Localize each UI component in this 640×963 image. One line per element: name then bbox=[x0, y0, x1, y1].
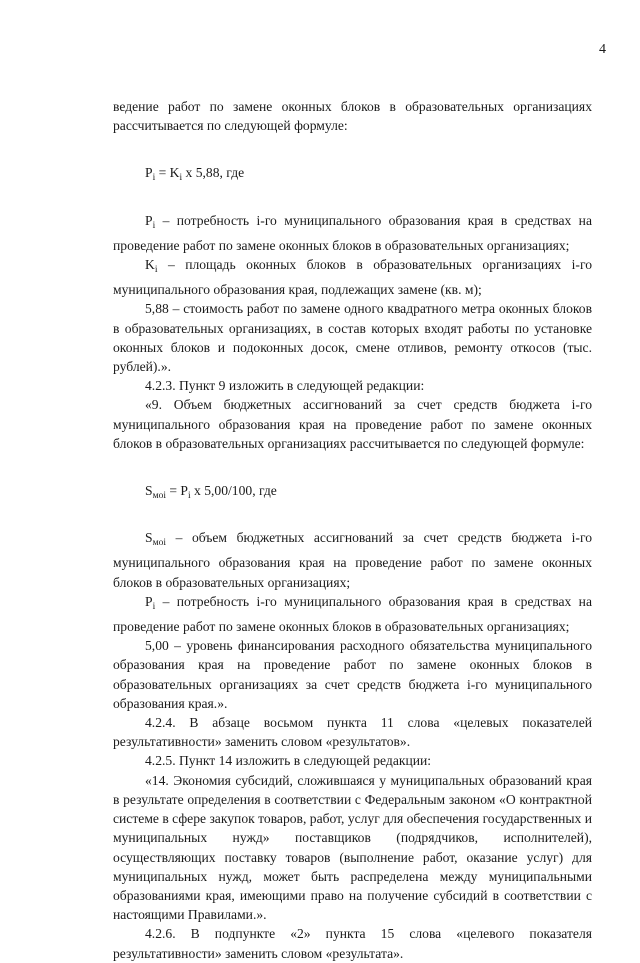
definition-588: 5,88 – стоимость работ по замене одного квадратного метра оконных блоков в образовательных организациях, в состав которых входят работы по установке оконных блоков и подоконных досок, смене отливов, ремонту откосов (тыс. рублей).». bbox=[113, 301, 592, 375]
definition-500: 5,00 – уровень финансирования расходного обязательства муниципального образования края на проведение работ по замене оконных блоков в образовательных организациях за счет средств бюджета i-го муниципального образования края.». bbox=[113, 638, 592, 711]
paragraph-9: «9. Объем бюджетных ассигнований за счет средств бюджета i-го муниципального образования края на проведение работ по замене оконных блоков в образовательных организациях рассчитывается по следующей формуле: bbox=[113, 397, 592, 451]
item-4-2-3: 4.2.3. Пункт 9 изложить в следующей редакции: bbox=[145, 378, 425, 394]
item-4-2-6: 4.2.6. В подпункте «2» пункта 15 слова «целевого показателя результативности» заменить словом «результата». bbox=[113, 926, 592, 961]
formula-s: $S_{мoi} = P_i$ x 5,00/100, где bbox=[145, 483, 277, 502]
item-4-2-5: 4.2.5. Пункт 14 изложить в следующей редакции: bbox=[145, 753, 432, 769]
definition-k: $K_i$ – площадь оконных блоков в образовательных организациях i-го муниципального образования края, подлежащих замене (кв. м); bbox=[113, 257, 592, 298]
definition-p2: $P_i$ – потребность i-го муниципального образования края в средствах на проведение работ по замене оконных блоков в образовательных организациях; bbox=[113, 593, 592, 635]
page-number: 4 bbox=[599, 42, 606, 57]
definition-p: $P_i$ – потребность i-го муниципального образования края в средствах на проведение работ по замене оконных блоков в образовательных организациях; bbox=[113, 212, 592, 253]
formula-p: $P_i = K_i$ x 5,88, где bbox=[145, 165, 245, 184]
item-4-2-4: 4.2.4. В абзаце восьмом пункта 11 слова «целевых показателей результативности» заменить словом «результатов». bbox=[113, 715, 592, 750]
paragraph-intro: ведение работ по замене оконных блоков в образовательных организациях рассчитывается по следующей формуле: bbox=[113, 99, 592, 134]
document-body bbox=[113, 97, 592, 963]
paragraph-14: «14. Экономия субсидий, сложившаяся у муниципальных образований края в результате определения в соответствии с Федеральным законом «О контрактной системе в сфере закупок товаров, работ, услуг для обеспечения государственных и муниципальных нужд» поставщиков (подрядчиков, исполнителей), осуществляющих поставку товаров (выполнение работ, оказание услуг) для муниципальных нужд, может быть распределена между муниципальными образованиями края, имеющими право на получение субсидий в соответствии с настоящими Правилами.». bbox=[113, 772, 592, 923]
definition-s: $S_{мoi}$ – объем бюджетных ассигнований за счет средств бюджета i-го муниципального образования края на проведение работ по замене оконных блоков в образовательных организациях; bbox=[113, 530, 592, 590]
